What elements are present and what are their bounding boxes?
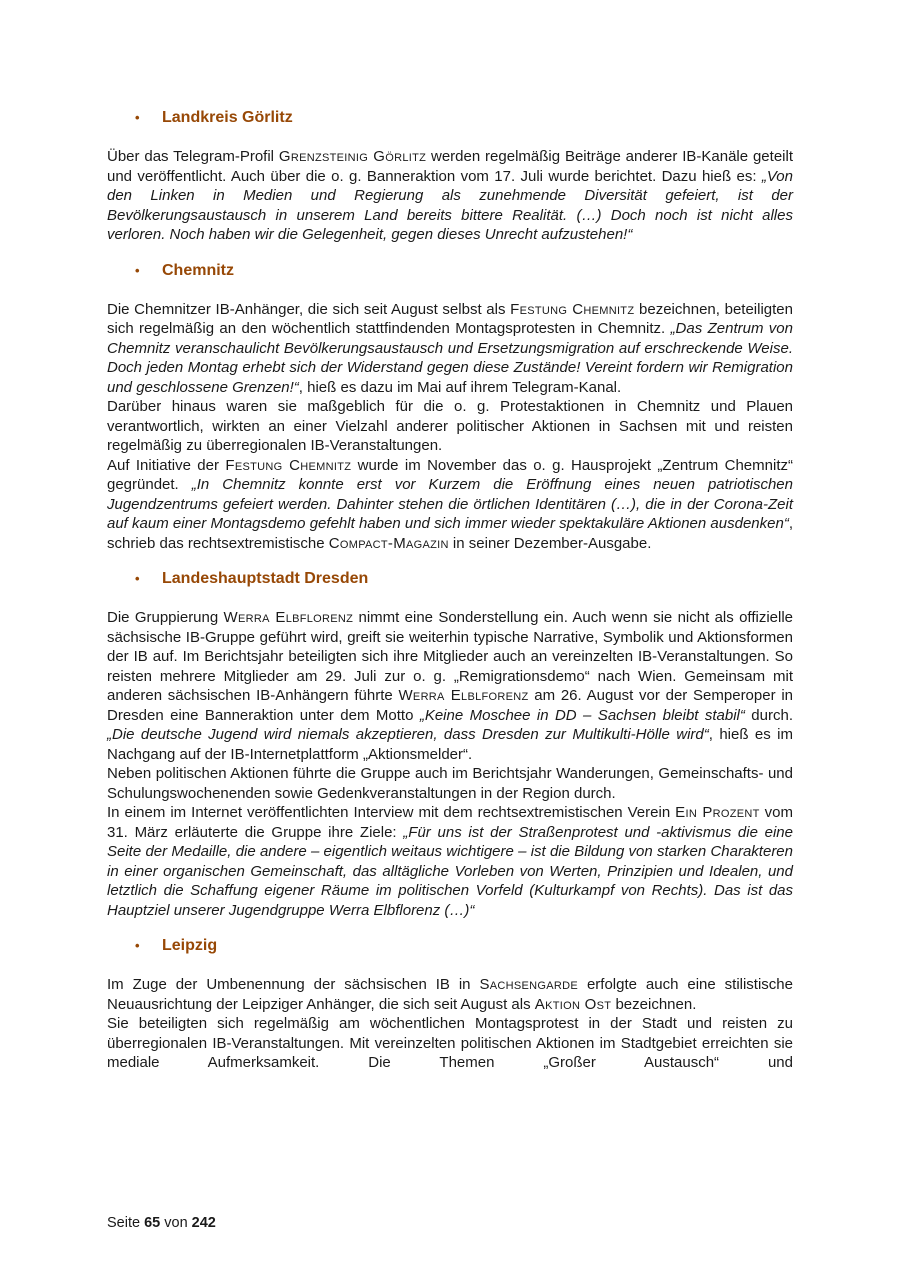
text-run: am 26. August vor der Semperoper in Dresden eine Banneraktion unter dem Motto — [107, 687, 793, 724]
text-run: Neben politischen Aktionen führte die Gruppe auch im Berichtsjahr Wanderungen, Gemeinschafts- und Schulungswochenenden sowie Gedenkveranstaltungen in der Region durch. — [107, 765, 793, 802]
document-section — [107, 261, 793, 554]
organization-name: Festung Chemnitz — [225, 456, 352, 474]
organization-name: Ein Prozent — [675, 804, 760, 821]
text-run: , hieß es im Nachgang auf der IB-Internetplattform „Aktionsmelder“. — [107, 726, 793, 763]
text-run: in seiner Dezember-Ausgabe. — [448, 534, 652, 552]
paragraph — [107, 300, 793, 398]
text-run: Die Gruppierung — [107, 609, 224, 626]
text-run: bezeichnen, beteiligten sich regelmäßig an den wöchentlich stattfindenden Montagsprotesten in Chemnitz. — [107, 300, 793, 337]
section-heading-label: Landkreis Görlitz — [162, 109, 293, 126]
text-run: In einem im Internet veröffentlichten Interview mit dem rechtsextremistischen Verein — [107, 804, 676, 821]
text-run: werden regelmäßig Beiträge anderer IB-Kanäle geteilt und veröffentlicht. Auch über die o. g. Banneraktion vom 17. Juli wurde berichtet. Dazu hieß es: — [107, 148, 793, 185]
section-heading — [135, 936, 793, 956]
paragraph — [107, 147, 793, 245]
organization-name: Werra Elblforenz — [398, 687, 529, 704]
footer-label-von: von — [160, 1215, 192, 1231]
organization-name: Grenzsteinig Görlitz — [278, 148, 427, 165]
text-run: Die Chemnitzer IB-Anhänger, die sich seit August selbst als — [107, 300, 511, 318]
paragraph — [107, 803, 793, 920]
bullet-icon: • — [135, 110, 140, 125]
text-run: bezeichnen. — [611, 995, 697, 1013]
page-footer — [107, 1215, 216, 1231]
text-run: wurde im November das o. g. Hausprojekt „Zentrum Chemnitz“ gegründet. — [107, 456, 793, 493]
text-run: Im Zuge der Umbenennung der sächsischen IB in — [107, 976, 480, 993]
footer-label-seite: Seite — [107, 1215, 145, 1231]
bullet-icon: • — [135, 571, 140, 586]
organization-name: Aktion Ost — [534, 995, 612, 1013]
quote-text: „Die deutsche Jugend wird niemals akzeptieren, dass Dresden zur Multikulti-Hölle wird“ — [107, 726, 709, 743]
organization-name: Werra Elbflorenz — [223, 609, 354, 626]
paragraph — [107, 975, 793, 1014]
text-run: Auf Initiative der — [107, 456, 226, 474]
quote-text: „Keine Moschee in DD – Sachsen bleibt stabil“ — [419, 706, 745, 724]
document-section — [107, 108, 793, 245]
section-heading-label: Landeshauptstadt Dresden — [162, 570, 369, 587]
text-run: , hieß es dazu im Mai auf ihrem Telegram-Kanal. — [298, 378, 622, 396]
text-run: Sie beteiligten sich regelmäßig am wöchentlichen Montagsprotest in der Stadt und reisten zu überregionalen IB-Veranstaltungen. Mit vereinzelten politischen Aktionen im Stadtgebiet erreichten sie mediale Aufmerksamkeit. Die Themen „Großer Austausch“ und — [107, 1015, 793, 1071]
organization-name: Compact-Magazin — [328, 534, 449, 552]
text-run: nimmt eine Sonderstellung ein. Auch wenn sie nicht als offizielle sächsische IB-Gruppe geführt wird, greift sie weiterhin typische Narrative, Symbolik und Aktionsformen der IB auf. Im Berichtsjahr beteiligten sich ihre Mitglieder auch an vereinzelten IB-Veranstaltungen. So reisten mehrere Mitglieder am 29. Juli zur o. g. „Remigrationsdemo“ nach Wien. Gemeinsam mit anderen sächsischen IB-Anhängern führte — [107, 609, 794, 704]
paragraph — [107, 764, 793, 803]
text-run: Darüber hinaus waren sie maßgeblich für die o. g. Protestaktionen in Chemnitz und Plauen verantwortlich, wirkten an einer Vielzahl anderer politischer Aktionen in Sachsen mit und reisten regelmäßig zu überregionalen IB-Veranstaltungen. — [107, 398, 793, 454]
footer-total-pages: 242 — [191, 1215, 216, 1231]
document-section — [107, 936, 793, 1073]
paragraph — [107, 397, 793, 456]
text-run: Über das Telegram-Profil — [107, 148, 279, 165]
text-run: erfolgte auch eine stilistische Neuausrichtung der Leipziger Anhänger, die sich seit August als — [107, 976, 793, 1013]
section-heading — [135, 261, 793, 281]
text-run: durch. — [744, 706, 793, 724]
section-heading — [135, 108, 793, 128]
quote-text: „In Chemnitz konnte erst vor Kurzem die Eröffnung eines neuen patriotischen Jugendzentrums gefeiert werden. Dahinter stehen die örtlichen Identitären (…), die in der Corona-Zeit auf kaum einer Montagsdemo gefehlt haben und sich immer wieder spektakuläre Aktionen ausdenken“ — [107, 476, 793, 532]
quote-text: „Für uns ist der Straßenprotest und -aktivismus die eine Seite der Medaille, die andere – eigentlich weitaus wichtigere – ist die Bildung von starken Charakteren in einer organischen Gemeinschaft, das alltägliche Vorleben von Werten, Prinzipien und Idealen, und letztlich die Schaffung eigener Räume im politischen Vorfeld (Kulturkampf von Rechts). Das ist das Hauptziel unserer Jugendgruppe Werra Elbflorenz (…)“ — [107, 823, 793, 919]
quote-text: „Von den Linken in Medien und Regierung als zunehmende Diversität gefeiert, ist der Bevölkerungsaustausch in unserem Land bereits bittere Realität. (…) Doch noch ist nicht alles verloren. Noch haben wir die Gelegenheit, gegen dieses Unrecht aufzustehen!“ — [107, 167, 793, 243]
document-content — [107, 108, 793, 1073]
bullet-icon: • — [135, 262, 140, 278]
paragraph — [107, 456, 793, 554]
text-run: , schrieb das rechtsextremistische — [107, 515, 793, 552]
section-heading — [135, 569, 793, 589]
section-heading-label: Leipzig — [162, 937, 218, 954]
document-section — [107, 569, 793, 920]
paragraph — [107, 608, 793, 764]
quote-text: „Das Zentrum von Chemnitz veranschaulicht Bevölkerungsaustausch und Ersetzungsmigration auf erschreckende Weise. Doch jeden Montag erhebt sich der Widerstand gegen diese Zustände! Vereint fordern wir Remigration und geschlossene Grenzen!“ — [107, 320, 793, 396]
text-run: vom 31. März erläuterte die Gruppe ihre Ziele: — [107, 804, 793, 841]
bullet-icon: • — [135, 938, 140, 953]
paragraph — [107, 1014, 793, 1073]
footer-page-number: 65 — [144, 1215, 161, 1231]
section-heading-label: Chemnitz — [162, 261, 234, 279]
organization-name: Sachsengarde — [479, 976, 579, 993]
organization-name: Festung Chemnitz — [510, 300, 635, 318]
